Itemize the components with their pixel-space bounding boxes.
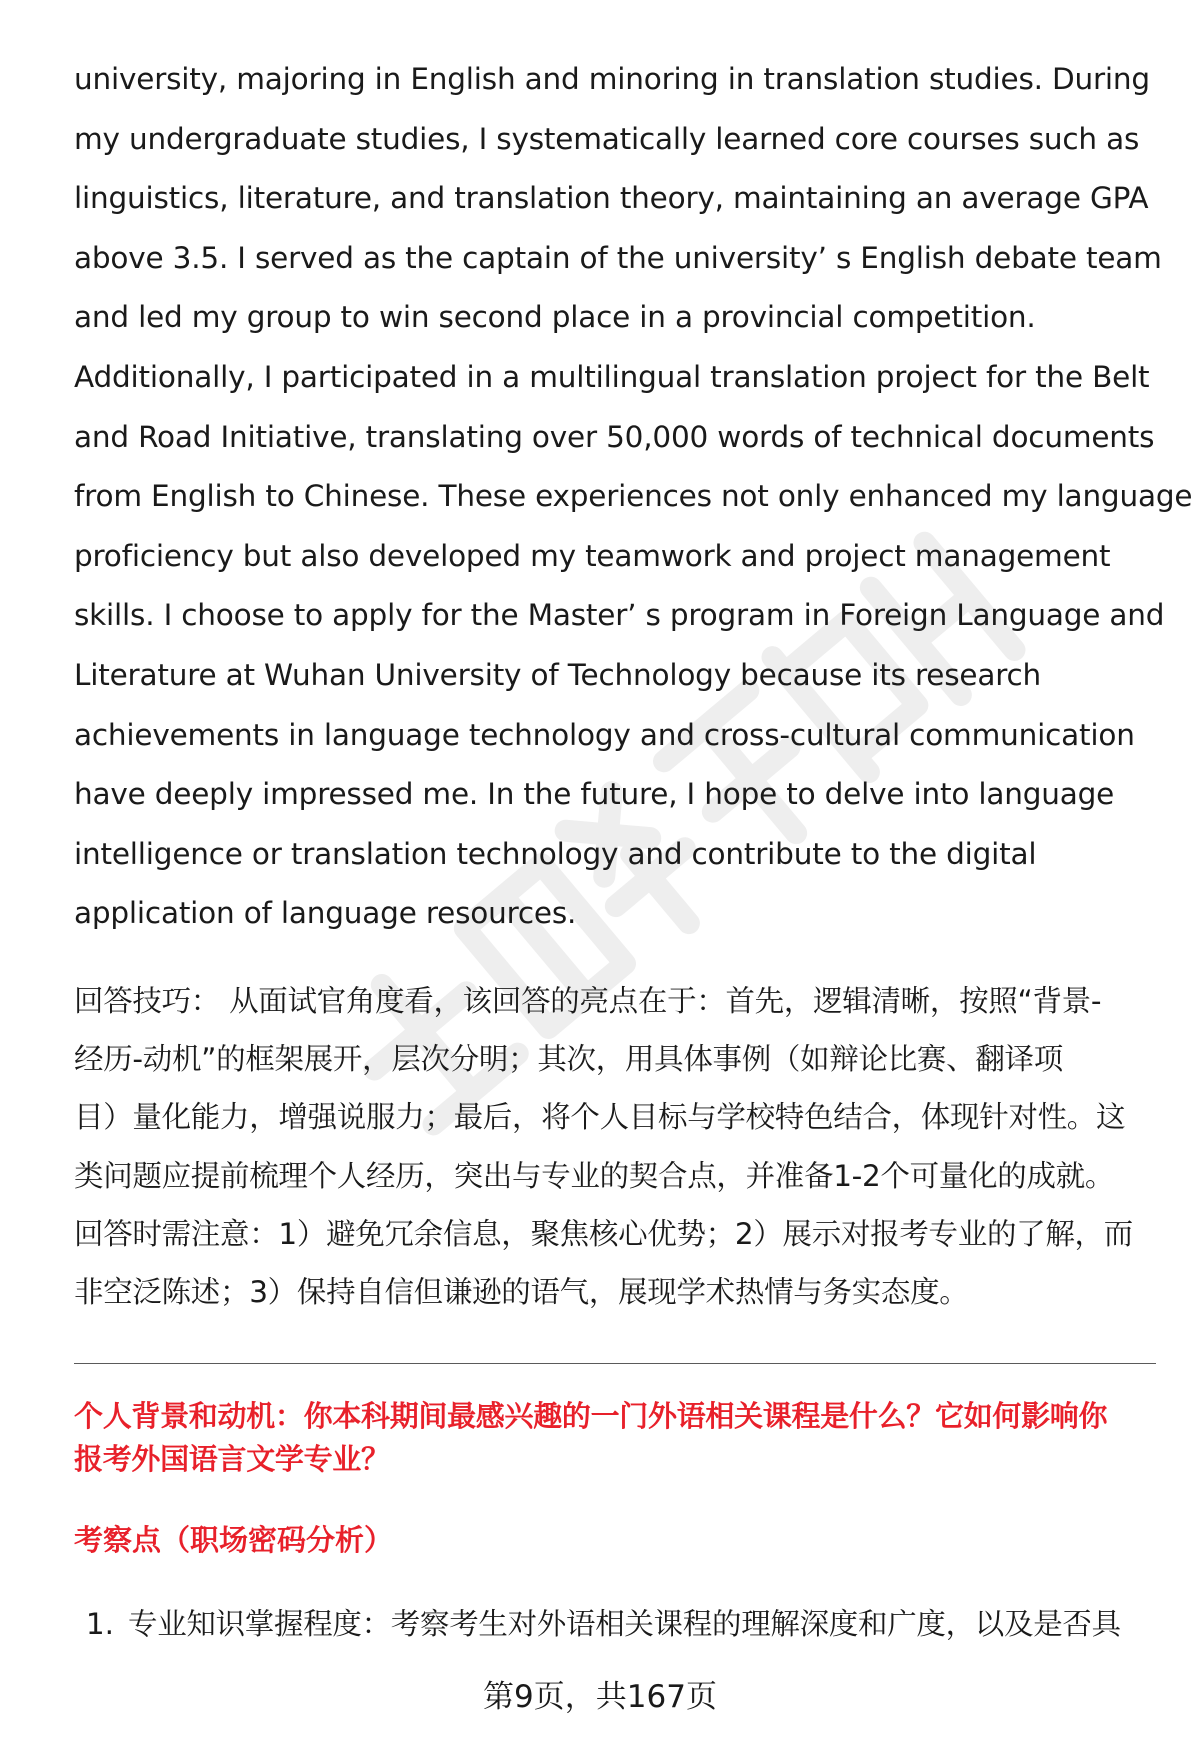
paragraph-line: above 3.5. I served as the captain of the university’ s English debate team (74, 240, 1162, 275)
list-item-text: 专业知识掌握程度：考察考生对外语相关课程的理解深度和广度，以及是否具 (128, 1607, 1121, 1642)
paragraph-line: from English to Chinese. These experiences not only enhanced my language (74, 479, 1193, 514)
paragraph-line: Additionally, I participated in a multilingual translation project for the Belt (74, 359, 1150, 394)
page-number-footer: 第9页，共167页 (483, 1679, 717, 1715)
paragraph-line: application of language resources. (74, 896, 577, 931)
paragraph-line: Literature at Wuhan University of Technology because its research (74, 657, 1042, 692)
tip-line: 回答时需注意：1）避免冗余信息，聚焦核心优势；2）展示对报考专业的了解，而 (74, 1216, 1133, 1251)
assessment-points-heading: 考察点（职场密码分析） (74, 1523, 394, 1558)
paragraph-line: university, majoring in English and minoring in translation studies. During (74, 62, 1150, 96)
paragraph-line: skills. I choose to apply for the Master’ s program in Foreign Language and (74, 598, 1165, 633)
document-page (74, 50, 1193, 1644)
tip-line: 回答技巧： 从面试官角度看，该回答的亮点在于：首先，逻辑清晰，按照“背景- (74, 983, 1102, 1018)
paragraph-line: linguistics, literature, and translation theory, maintaining an average GPA (74, 181, 1149, 216)
tip-line: 非空泛陈述；3）保持自信但谦逊的语气，展现学术热情与务实态度。 (74, 1274, 969, 1309)
question-line: 报考外国语言文学专业？ (74, 1442, 390, 1477)
paragraph-line: achievements in language technology and cross-cultural communication (74, 717, 1135, 752)
paragraph-line: my undergraduate studies, I systematically learned core courses such as (74, 121, 1140, 156)
assessment-points-list (74, 1604, 1156, 1644)
paragraph-line: intelligence or translation technology and contribute to the digital (74, 836, 1037, 871)
answer-tips-block (74, 972, 1156, 1321)
section-divider (74, 1363, 1156, 1364)
list-item-number: 1. (85, 1607, 114, 1642)
paragraph-line: proficiency but also developed my teamwork and project management (74, 538, 1111, 573)
tip-line: 类问题应提前梳理个人经历，突出与专业的契合点，并准备1-2个可量化的成就。 (74, 1158, 1115, 1193)
tip-line: 目）量化能力，增强说服力；最后，将个人目标与学校特色结合，体现针对性。这 (74, 1100, 1126, 1135)
question-heading (74, 1395, 1156, 1481)
paragraph-line: and Road Initiative, translating over 50,000 words of technical documents (74, 419, 1155, 454)
english-answer-paragraph (74, 50, 1193, 944)
list-item (74, 1604, 1156, 1644)
paragraph-line: and led my group to win second place in a provincial competition. (74, 300, 1036, 335)
question-line: 个人背景和动机：你本科期间最感兴趣的一门外语相关课程是什么？它如何影响你 (74, 1399, 1108, 1434)
paragraph-line: have deeply impressed me. In the future, I hope to delve into language (74, 777, 1115, 812)
tip-line: 经历-动机”的框架展开，层次分明；其次，用具体事例（如辩论比赛、翻译项 (74, 1042, 1063, 1077)
